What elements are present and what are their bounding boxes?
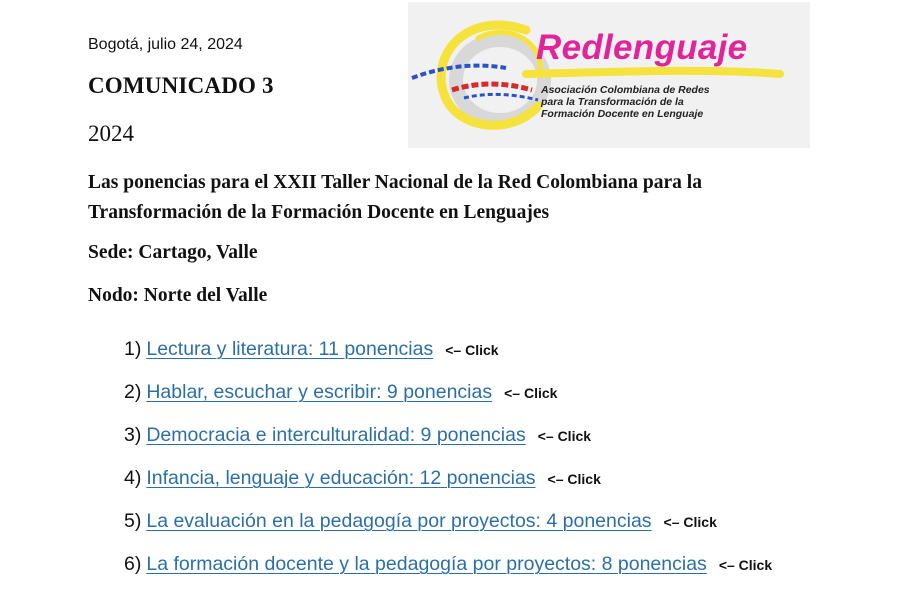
list-item: [124, 467, 772, 510]
logo-tagline-line: Formación Docente en Lenguaje: [541, 108, 704, 120]
topic-link[interactable]: Hablar, escuchar y escribir: 9 ponencias: [146, 381, 493, 403]
year: 2024: [88, 121, 134, 146]
announcement-heading: [88, 168, 848, 228]
topic-number: 3): [124, 424, 142, 446]
topic-link[interactable]: La evaluación en la pedagogía por proyectos: 4 ponencias: [146, 510, 652, 532]
topic-number: 6): [124, 553, 142, 575]
click-hint: <– Click: [445, 342, 499, 358]
list-item: [124, 424, 772, 467]
venue: Sede: Cartago, Valle: [88, 242, 258, 263]
topic-list: [124, 338, 772, 596]
logo-tagline-line: Asociación Colombiana de Redes: [541, 84, 710, 96]
click-hint: <– Click: [547, 471, 601, 487]
logo-tagline-line: para la Transformación de la: [541, 96, 684, 108]
logo-name: Redlenguaje: [536, 28, 748, 67]
page-title: COMUNICADO 3: [88, 73, 274, 98]
list-item: [124, 510, 772, 553]
list-item: [124, 338, 772, 381]
heading-line: Transformación de la Formación Docente en Lenguajes: [88, 202, 550, 223]
heading-line: Las ponencias para el XXII Taller Nacional de la Red Colombiana para la: [88, 172, 702, 193]
list-item: [124, 381, 772, 424]
logo-emblem-icon: [408, 2, 810, 148]
topic-number: 5): [124, 510, 142, 532]
topic-link[interactable]: Democracia e interculturalidad: 9 ponencias: [146, 424, 526, 446]
topic-number: 2): [124, 381, 142, 403]
logo: [408, 2, 810, 148]
click-hint: <– Click: [663, 514, 717, 530]
node: Nodo: Norte del Valle: [88, 285, 268, 306]
click-hint: <– Click: [537, 428, 592, 444]
topic-link[interactable]: Infancia, lenguaje y educación: 12 ponencias: [146, 467, 536, 489]
click-hint: <– Click: [718, 557, 773, 573]
list-item: [124, 553, 772, 596]
logo-tagline: [541, 84, 801, 120]
date-line: Bogotá, julio 24, 2024: [88, 36, 243, 53]
topic-number: 1): [124, 338, 142, 360]
topic-number: 4): [124, 467, 142, 489]
click-hint: <– Click: [504, 385, 558, 401]
topic-link[interactable]: La formación docente y la pedagogía por proyectos: 8 ponencias: [146, 553, 707, 575]
topic-link[interactable]: Lectura y literatura: 11 ponencias: [146, 338, 434, 360]
